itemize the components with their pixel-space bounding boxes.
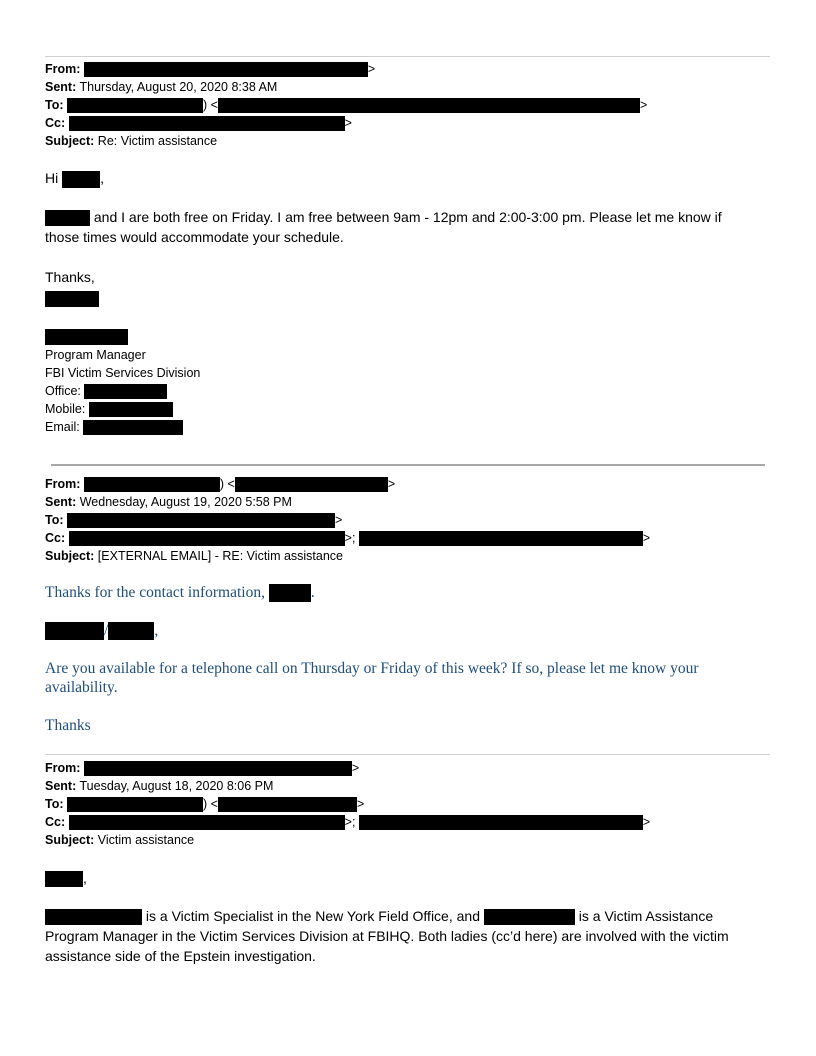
signature-text: Email:	[45, 420, 80, 434]
email1-body-line1	[45, 209, 722, 226]
reply-separator	[45, 754, 770, 755]
email3-subject-line	[45, 831, 194, 849]
email2-sent-line	[45, 493, 292, 511]
email1-greeting	[45, 170, 104, 188]
email3-body-line2	[45, 928, 729, 944]
email3-sent-line	[45, 777, 273, 795]
redaction	[83, 420, 183, 435]
redaction	[67, 98, 203, 113]
redaction	[62, 171, 100, 188]
cc-label: Cc:	[45, 815, 66, 829]
redaction	[359, 531, 643, 546]
comma: ,	[154, 622, 159, 639]
redaction	[84, 761, 352, 776]
redaction	[69, 116, 345, 131]
redaction	[69, 815, 345, 830]
sig-title	[45, 346, 146, 364]
bracket: ) <	[219, 477, 235, 491]
redaction	[45, 909, 142, 925]
email1-cc-line	[45, 114, 352, 132]
body-text: and I are both free on Friday. I am free between 9am - 12pm and 2:00-3:00 pm. Please let me know if	[93, 209, 722, 225]
email2-signoff	[45, 717, 91, 735]
cc-label: Cc:	[45, 116, 66, 130]
email1-signoff	[45, 269, 95, 285]
sig-office	[45, 382, 167, 400]
body-text: is a Victim Assistance	[578, 908, 714, 924]
email3-greeting	[45, 870, 87, 887]
sent-label: Sent:	[45, 779, 77, 793]
email2-subject-line	[45, 547, 343, 565]
email3-sent-value: Tuesday, August 18, 2020 8:06 PM	[79, 779, 274, 793]
comma: ,	[83, 870, 87, 886]
email2-from-line	[45, 475, 395, 493]
email3-body-line3	[45, 948, 316, 964]
subject-label: Subject:	[45, 134, 95, 148]
email2-subject-value: [EXTERNAL EMAIL] - RE: Victim assistance	[97, 549, 344, 563]
email2-sent-value: Wednesday, August 19, 2020 5:58 PM	[79, 495, 292, 509]
redaction	[84, 384, 167, 399]
from-label: From:	[45, 477, 81, 491]
top-divider	[45, 56, 770, 57]
email1-body-line2	[45, 229, 344, 245]
sig-email	[45, 418, 183, 436]
email1-subject-value: Re: Victim assistance	[97, 134, 218, 148]
email2-line2	[45, 622, 158, 640]
email3-body-line1	[45, 908, 713, 925]
email1-to-line	[45, 96, 647, 114]
redaction	[45, 210, 90, 226]
to-label: To:	[45, 797, 64, 811]
email2-to-line	[45, 511, 342, 529]
email1-from-line	[45, 60, 375, 78]
redaction	[45, 329, 128, 345]
bracket: >	[344, 116, 352, 130]
redaction	[84, 62, 368, 77]
cc-label: Cc:	[45, 531, 66, 545]
email2-cc-line	[45, 529, 650, 547]
bracket: >	[351, 761, 360, 775]
greeting-text: Hi	[45, 170, 59, 186]
sent-label: Sent:	[45, 80, 77, 94]
bracket: >;	[344, 531, 356, 545]
redaction	[67, 513, 335, 528]
subject-label: Subject:	[45, 549, 95, 563]
from-label: From:	[45, 761, 81, 775]
bracket: >	[639, 98, 648, 112]
redaction	[359, 815, 643, 830]
redaction	[67, 797, 203, 812]
bracket: >	[642, 815, 651, 829]
redaction	[218, 98, 640, 113]
email2-line3a	[45, 660, 699, 678]
reply-separator	[51, 464, 765, 466]
sig-mobile	[45, 400, 173, 418]
email2-line3b	[45, 679, 118, 697]
redaction	[84, 477, 220, 492]
signature-text: Mobile:	[45, 402, 86, 416]
redaction	[45, 291, 99, 307]
body-text: assistance side of the Epstein investigation.	[45, 948, 316, 964]
redaction	[69, 531, 345, 546]
email1-subject-line	[45, 132, 217, 150]
sig-division	[45, 364, 200, 382]
email3-to-line	[45, 795, 364, 813]
redaction	[108, 622, 154, 640]
signoff-text: Thanks	[45, 717, 91, 734]
bracket: >	[356, 797, 365, 811]
signature-text: FBI Victim Services Division	[45, 366, 201, 380]
bracket: ) <	[203, 797, 218, 811]
signature-text: Office:	[45, 384, 81, 398]
redaction	[235, 477, 388, 492]
to-label: To:	[45, 98, 64, 112]
email2-line1	[45, 584, 315, 602]
redaction	[45, 622, 104, 640]
bracket: ) <	[203, 98, 218, 112]
comma: ,	[100, 170, 105, 186]
email3-subject-value: Victim assistance	[97, 833, 195, 847]
bracket: >	[335, 513, 343, 527]
to-label: To:	[45, 513, 64, 527]
redaction	[269, 584, 311, 602]
subject-label: Subject:	[45, 833, 95, 847]
from-label: From:	[45, 62, 81, 76]
redaction	[45, 871, 83, 887]
body-text: Are you available for a telephone call on Thursday or Friday of this week? If so, please let me know your	[45, 660, 699, 677]
body-text: those times would accommodate your schedule.	[45, 229, 344, 245]
redaction	[218, 797, 357, 812]
body-text: availability.	[45, 679, 118, 696]
bracket: >	[642, 531, 651, 545]
bracket: >	[387, 477, 396, 491]
sent-label: Sent:	[45, 495, 77, 509]
redaction	[89, 402, 173, 417]
slash: /	[104, 622, 109, 639]
period: .	[310, 584, 315, 601]
email3-from-line	[45, 759, 359, 777]
body-text: is a Victim Specialist in the New York Field Office, and	[145, 908, 480, 924]
body-text: Program Manager in the Victim Services Division at FBIHQ. Both ladies (cc’d here) are involved with the victim	[45, 928, 729, 944]
signature-text: Program Manager	[45, 348, 146, 362]
body-text: Thanks for the contact information,	[45, 584, 265, 601]
bracket: >	[367, 62, 376, 76]
signoff-text: Thanks,	[45, 269, 95, 285]
email3-cc-line	[45, 813, 650, 831]
email1-sent-value: Thursday, August 20, 2020 8:38 AM	[79, 80, 278, 94]
bracket: >;	[344, 815, 356, 829]
redaction	[484, 909, 575, 925]
email1-sent-line	[45, 78, 277, 96]
